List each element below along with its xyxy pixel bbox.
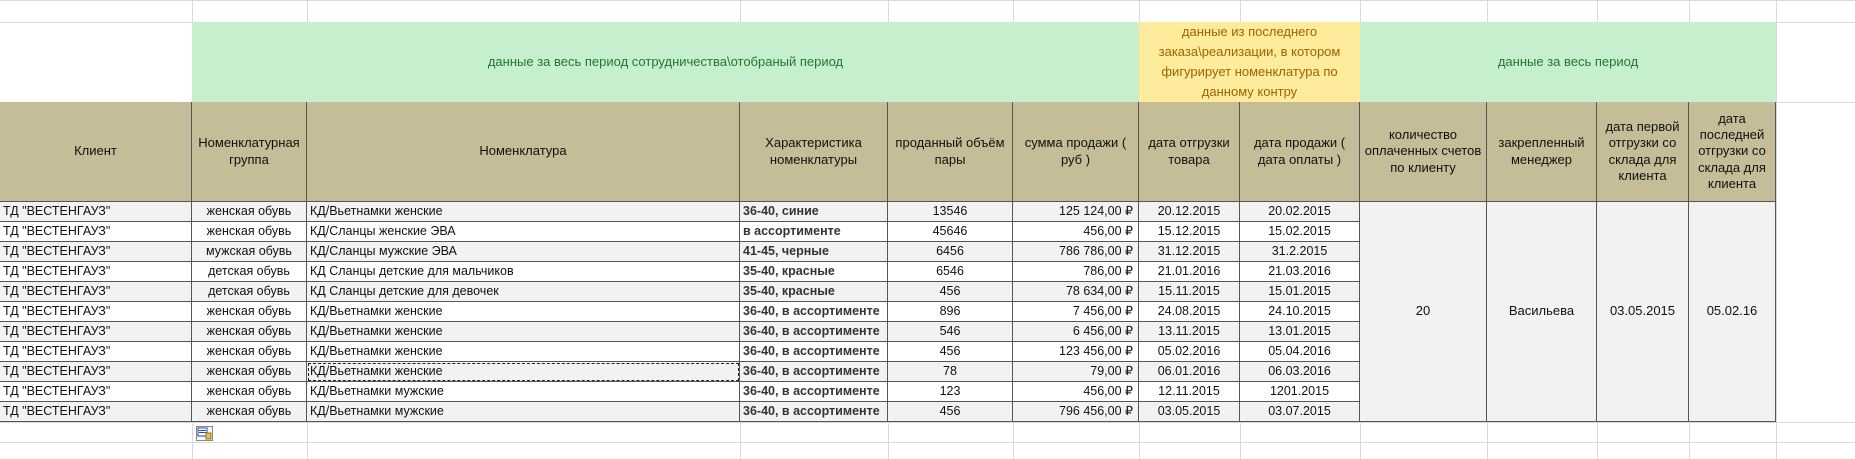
nomenclature-cell[interactable] xyxy=(307,282,740,302)
cell-value: 36-40, в ассортименте xyxy=(743,403,880,418)
cell-value: 796 456,00 ₽ xyxy=(1059,403,1133,418)
volume-cell[interactable] xyxy=(888,282,1013,302)
gridline xyxy=(1776,0,1777,459)
cell-value: ТД "ВЕСТЕНГАУЗ" xyxy=(3,343,111,358)
characteristic-cell[interactable] xyxy=(740,362,888,382)
shipment-date-cell[interactable] xyxy=(1139,242,1240,262)
cell-value: 36-40, в ассортименте xyxy=(743,303,880,318)
band-label: данные из последнего заказа\реализации, в котором фигурирует номенклатура по данному контру xyxy=(1158,24,1341,99)
header-sale-amount[interactable] xyxy=(1013,102,1139,202)
gridline xyxy=(0,0,1855,1)
client-cell[interactable] xyxy=(0,222,192,242)
volume-cell[interactable] xyxy=(888,382,1013,402)
client-cell[interactable] xyxy=(0,342,192,362)
paid-invoices-cell[interactable] xyxy=(1360,202,1487,422)
nomenclature-cell[interactable] xyxy=(307,322,740,342)
cell-value: ТД "ВЕСТЕНГАУЗ" xyxy=(3,203,111,218)
cell-value: ТД "ВЕСТЕНГАУЗ" xyxy=(3,303,111,318)
sale-date-cell[interactable] xyxy=(1240,222,1360,242)
group-cell[interactable] xyxy=(192,302,307,322)
cell-value: 15.11.2015 xyxy=(1158,283,1220,298)
nomenclature-cell[interactable] xyxy=(307,202,740,222)
characteristic-cell[interactable] xyxy=(740,402,888,422)
cell-value: 20.02.2015 xyxy=(1268,203,1331,218)
cell-value: 35-40, красные xyxy=(743,283,835,298)
header-label: Номенклатурная группа xyxy=(198,135,300,167)
amount-cell[interactable] xyxy=(1013,382,1139,402)
cell-value: ТД "ВЕСТЕНГАУЗ" xyxy=(3,383,111,398)
volume-cell[interactable] xyxy=(888,362,1013,382)
amount-cell[interactable] xyxy=(1013,402,1139,422)
cell-value: 21.03.2016 xyxy=(1268,263,1331,278)
amount-cell[interactable] xyxy=(1013,282,1139,302)
cell-value: детская обувь xyxy=(208,263,290,278)
header-label: количество оплаченных счетов по клиенту xyxy=(1364,127,1482,175)
cell-value: 79,00 ₽ xyxy=(1090,363,1133,378)
cell-value: 13.01.2015 xyxy=(1268,323,1331,338)
cell-value: 13546 xyxy=(932,203,968,218)
volume-cell[interactable] xyxy=(888,202,1013,222)
shipment-date-cell[interactable] xyxy=(1139,302,1240,322)
band-label: данные за весь период xyxy=(1497,53,1639,69)
cell-value: ТД "ВЕСТЕНГАУЗ" xyxy=(3,223,111,238)
cell-value: 7 456,00 ₽ xyxy=(1072,303,1133,318)
header-label: закрепленный менеджер xyxy=(1498,135,1585,167)
sale-date-cell[interactable] xyxy=(1240,402,1360,422)
cell-value: ТД "ВЕСТЕНГАУЗ" xyxy=(3,323,111,338)
sale-date-cell[interactable] xyxy=(1240,282,1360,302)
characteristic-cell[interactable] xyxy=(740,322,888,342)
cell-value: 15.02.2015 xyxy=(1268,223,1331,238)
cell-value: 456,00 ₽ xyxy=(1083,383,1133,398)
cell-value: 31.2.2015 xyxy=(1271,243,1328,258)
shipment-date-cell[interactable] xyxy=(1139,262,1240,282)
manager-value: Васильева xyxy=(1508,303,1575,319)
client-cell[interactable] xyxy=(0,362,192,382)
characteristic-cell[interactable] xyxy=(740,382,888,402)
sale-date-cell[interactable] xyxy=(1240,302,1360,322)
volume-cell[interactable] xyxy=(888,402,1013,422)
cell-value: 20.12.2015 xyxy=(1157,203,1221,218)
cell-value: 456 xyxy=(939,403,961,418)
cell-value: 24.10.2015 xyxy=(1268,303,1331,318)
cell-value: 06.03.2016 xyxy=(1268,363,1331,378)
header-label: проданный объём пары xyxy=(895,135,1005,167)
cell-value: ТД "ВЕСТЕНГАУЗ" xyxy=(3,243,111,258)
characteristic-cell[interactable] xyxy=(740,342,888,362)
cell-value: 125 124,00 ₽ xyxy=(1059,203,1133,218)
characteristic-cell[interactable] xyxy=(740,282,888,302)
cell-value: 12.11.2015 xyxy=(1158,383,1220,398)
amount-cell[interactable] xyxy=(1013,222,1139,242)
group-cell[interactable] xyxy=(192,262,307,282)
cell-value: ТД "ВЕСТЕНГАУЗ" xyxy=(3,403,111,418)
cell-value: 13.11.2015 xyxy=(1158,323,1220,338)
client-cell[interactable] xyxy=(0,202,192,222)
header-paid-invoices[interactable] xyxy=(1360,102,1487,202)
amount-cell[interactable] xyxy=(1013,202,1139,222)
client-cell[interactable] xyxy=(0,382,192,402)
header-label: сумма продажи ( руб ) xyxy=(1024,135,1127,167)
header-last-shipment[interactable] xyxy=(1689,102,1776,202)
cell-value: ТД "ВЕСТЕНГАУЗ" xyxy=(3,363,111,378)
header-sold-volume[interactable] xyxy=(888,102,1013,202)
sale-date-cell[interactable] xyxy=(1240,362,1360,382)
last-shipment-cell[interactable] xyxy=(1689,202,1776,422)
characteristic-cell[interactable] xyxy=(740,302,888,322)
characteristic-cell[interactable] xyxy=(740,202,888,222)
nomenclature-cell[interactable] xyxy=(307,362,740,382)
cell-value: ТД "ВЕСТЕНГАУЗ" xyxy=(3,263,111,278)
cell-value: КД Сланцы детские для мальчиков xyxy=(310,263,514,278)
header-sale-date[interactable] xyxy=(1240,102,1360,202)
group-cell[interactable] xyxy=(192,322,307,342)
header-nomenclature[interactable] xyxy=(307,102,740,202)
header-manager[interactable] xyxy=(1487,102,1597,202)
nomenclature-cell[interactable] xyxy=(307,402,740,422)
cell-value: КД/Вьетнамки женские xyxy=(310,363,443,378)
group-cell[interactable] xyxy=(192,382,307,402)
cell-value: 78 xyxy=(943,363,957,378)
sale-date-cell[interactable] xyxy=(1240,262,1360,282)
group-cell[interactable] xyxy=(192,362,307,382)
amount-cell[interactable] xyxy=(1013,342,1139,362)
header-label: дата отгрузки товара xyxy=(1148,135,1230,167)
nomenclature-cell[interactable] xyxy=(307,262,740,282)
sale-date-cell[interactable] xyxy=(1240,322,1360,342)
header-label: дата последней отгрузки со склада для клиента xyxy=(1698,110,1766,191)
cell-value: 123 xyxy=(939,383,961,398)
cell-value: 786 786,00 ₽ xyxy=(1059,243,1133,258)
client-cell[interactable] xyxy=(0,322,192,342)
volume-cell[interactable] xyxy=(888,322,1013,342)
header-label: Номенклатура xyxy=(479,143,567,159)
volume-cell[interactable] xyxy=(888,262,1013,282)
cell-value: детская обувь xyxy=(208,283,290,298)
cell-value: 36-40, в ассортименте xyxy=(743,323,880,338)
shipment-date-cell[interactable] xyxy=(1139,342,1240,362)
cell-value: КД/Вьетнамки женские xyxy=(310,303,443,318)
cell-value: 546 xyxy=(939,323,961,338)
shipment-date-cell[interactable] xyxy=(1139,322,1240,342)
band-last-order[interactable] xyxy=(1139,22,1360,102)
cell-value: 31.12.2015 xyxy=(1157,243,1221,258)
cell-value: КД/Вьетнамки женские xyxy=(310,203,443,218)
cell-value: 05.04.2016 xyxy=(1268,343,1331,358)
amount-cell[interactable] xyxy=(1013,262,1139,282)
cell-value: женская обувь xyxy=(206,383,292,398)
cell-value: 36-40, синие xyxy=(743,203,819,218)
group-cell[interactable] xyxy=(192,242,307,262)
header-first-shipment[interactable] xyxy=(1597,102,1689,202)
band-period-all-cooperation[interactable] xyxy=(192,22,1139,102)
nomenclature-cell[interactable] xyxy=(307,382,740,402)
last-shipment-value: 05.02.16 xyxy=(1706,303,1758,319)
header-label: дата первой отгрузки со склада для клиента xyxy=(1605,119,1680,183)
paid-invoices-value: 20 xyxy=(1415,303,1431,319)
amount-cell[interactable] xyxy=(1013,322,1139,342)
client-cell[interactable] xyxy=(0,242,192,262)
cell-value: 45646 xyxy=(932,223,968,238)
cell-value: женская обувь xyxy=(206,363,292,378)
cell-value: 1201.2015 xyxy=(1269,383,1330,398)
sale-date-cell[interactable] xyxy=(1240,382,1360,402)
group-cell[interactable] xyxy=(192,202,307,222)
client-cell[interactable] xyxy=(0,402,192,422)
group-cell[interactable] xyxy=(192,402,307,422)
header-shipment-date[interactable] xyxy=(1139,102,1240,202)
cell-value: 6456 xyxy=(936,243,964,258)
cell-value: 41-45, черные xyxy=(743,243,829,258)
gridline xyxy=(0,422,1855,423)
characteristic-cell[interactable] xyxy=(740,242,888,262)
band-period-all[interactable] xyxy=(1360,22,1776,102)
cell-value: КД/Вьетнамки женские xyxy=(310,323,443,338)
cell-value: 36-40, в ассортименте xyxy=(743,343,880,358)
cell-value: КД Сланцы детские для девочек xyxy=(310,283,499,298)
header-client[interactable] xyxy=(0,102,192,202)
first-shipment-value: 03.05.2015 xyxy=(1609,303,1676,319)
cell-value: 06.01.2016 xyxy=(1157,363,1221,378)
cell-value: 6546 xyxy=(936,263,964,278)
volume-cell[interactable] xyxy=(888,242,1013,262)
header-label: Клиент xyxy=(74,143,117,159)
cell-value: женская обувь xyxy=(206,303,292,318)
sale-date-cell[interactable] xyxy=(1240,342,1360,362)
client-cell[interactable] xyxy=(0,302,192,322)
client-cell[interactable] xyxy=(0,282,192,302)
cell-value: 456,00 ₽ xyxy=(1083,223,1133,238)
shipment-date-cell[interactable] xyxy=(1139,202,1240,222)
cell-value: женская обувь xyxy=(206,223,292,238)
cell-value: мужская обувь xyxy=(206,243,292,258)
header-label: Характеристика номенклатуры xyxy=(765,135,862,167)
shipment-date-cell[interactable] xyxy=(1139,402,1240,422)
characteristic-cell[interactable] xyxy=(740,222,888,242)
cell-value: КД/Вьетнамки мужские xyxy=(310,383,444,398)
shipment-date-cell[interactable] xyxy=(1139,382,1240,402)
shipment-date-cell[interactable] xyxy=(1139,222,1240,242)
client-cell[interactable] xyxy=(0,262,192,282)
amount-cell[interactable] xyxy=(1013,242,1139,262)
group-cell[interactable] xyxy=(192,282,307,302)
nomenclature-cell[interactable] xyxy=(307,302,740,322)
volume-cell[interactable] xyxy=(888,342,1013,362)
cell-value: КД/Сланцы женские ЭВА xyxy=(310,223,456,238)
cell-value: 05.02.2016 xyxy=(1157,343,1221,358)
cell-value: 03.05.2015 xyxy=(1157,403,1221,418)
shipment-date-cell[interactable] xyxy=(1139,282,1240,302)
nomenclature-cell[interactable] xyxy=(307,242,740,262)
group-cell[interactable] xyxy=(192,222,307,242)
manager-cell[interactable] xyxy=(1487,202,1597,422)
volume-cell[interactable] xyxy=(888,302,1013,322)
shipment-date-cell[interactable] xyxy=(1139,362,1240,382)
cell-value: 15.12.2015 xyxy=(1157,223,1221,238)
cell-value: 786,00 ₽ xyxy=(1083,263,1133,278)
cell-value: женская обувь xyxy=(206,203,292,218)
amount-cell[interactable] xyxy=(1013,302,1139,322)
cell-value: 456 xyxy=(939,343,961,358)
cell-value: 78 634,00 ₽ xyxy=(1065,283,1133,298)
cell-value: женская обувь xyxy=(206,403,292,418)
cell-value: 24.08.2015 xyxy=(1157,303,1221,318)
cell-value: 21.01.2016 xyxy=(1157,263,1221,278)
cell-value: 123 456,00 ₽ xyxy=(1059,343,1133,358)
sale-date-cell[interactable] xyxy=(1240,242,1360,262)
header-label: дата продажи ( дата оплаты ) xyxy=(1253,135,1346,167)
cell-value: 456 xyxy=(939,283,961,298)
cell-value: женская обувь xyxy=(206,343,292,358)
cell-value: 36-40, в ассортименте xyxy=(743,383,880,398)
volume-cell[interactable] xyxy=(888,222,1013,242)
cell-value: КД/Сланцы мужские ЭВА xyxy=(310,243,457,258)
group-cell[interactable] xyxy=(192,342,307,362)
cell-value: 36-40, в ассортименте xyxy=(743,363,880,378)
first-shipment-cell[interactable] xyxy=(1597,202,1689,422)
cell-value: 15.01.2015 xyxy=(1268,283,1331,298)
band-label: данные за весь период сотрудничества\отобраный период xyxy=(487,53,844,69)
cell-value: 6 456,00 ₽ xyxy=(1072,323,1133,338)
cell-value: женская обувь xyxy=(206,323,292,338)
amount-cell[interactable] xyxy=(1013,362,1139,382)
cell-value: 35-40, красные xyxy=(743,263,835,278)
cell-value: КД/Вьетнамки женские xyxy=(310,343,443,358)
nomenclature-cell[interactable] xyxy=(307,342,740,362)
header-nomenclature-group[interactable] xyxy=(192,102,307,202)
sale-date-cell[interactable] xyxy=(1240,202,1360,222)
cell-value: в ассортименте xyxy=(743,223,841,238)
cell-value: 896 xyxy=(939,303,961,318)
clipboard-icon xyxy=(197,427,212,440)
nomenclature-cell[interactable] xyxy=(307,222,740,242)
gridline xyxy=(0,442,1855,443)
paste-options-icon[interactable] xyxy=(196,426,213,441)
cell-value: ТД "ВЕСТЕНГАУЗ" xyxy=(3,283,111,298)
characteristic-cell[interactable] xyxy=(740,262,888,282)
cell-value: КД/Вьетнамки мужские xyxy=(310,403,444,418)
cell-value: 03.07.2015 xyxy=(1268,403,1331,418)
header-characteristic[interactable] xyxy=(740,102,888,202)
